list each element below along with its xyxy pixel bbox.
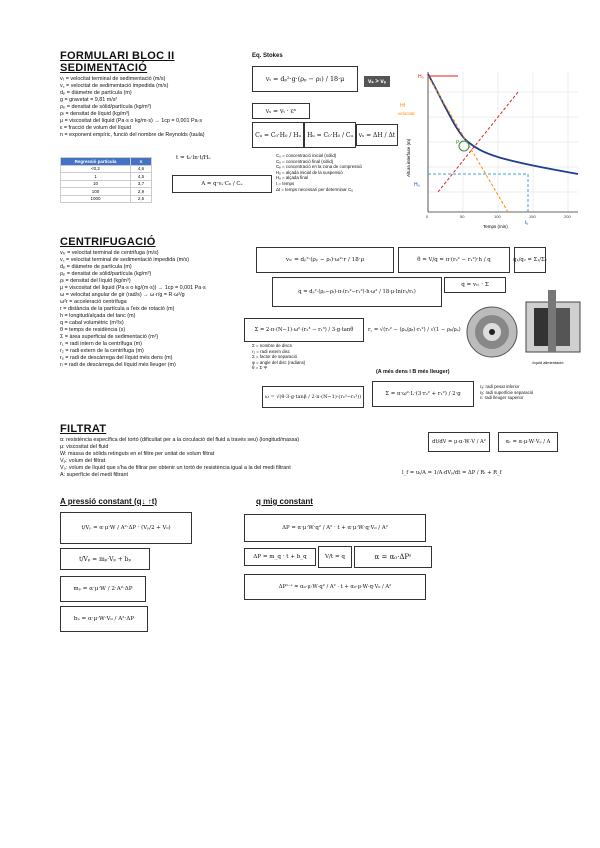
filt-def: V₀: volum de líquid que s'ha de filtrar per obtenir un tortó de resistència igual a la del medi filtrant [60, 465, 291, 471]
cent-def: ω = velocitat angular de gir (rad/s) → ω·r/g = R·ω²/g [60, 292, 185, 298]
area-formula: A = q·vₛ·C₀ / Cₑ [172, 175, 272, 193]
cent-bottom-note: rₗ: radi lleuger superior [480, 395, 524, 401]
tu-label: tᵤ [525, 220, 529, 226]
sigma-tube-formula: Σ = π·ω²·L·(3·r₂² + r₁²) / 2·g [372, 381, 474, 407]
q4-formula: α = α₀·ΔPˢ [354, 546, 432, 568]
table-row: 1000 2,5 [61, 195, 152, 203]
cent-notes [252, 343, 305, 371]
rc-formula: r꜀ = √(r₂² − (ρₐ/ρᵦ)·r₁²) / √(1 − ρᵦ/ρₐ) [368, 327, 461, 333]
stokes-label: Eq. Stokes [252, 53, 283, 59]
cent-bottom-notes [480, 384, 533, 401]
slope-label: velocitat [398, 111, 415, 116]
sed-def: n = exponent empíric, funció del nombre de Reynolds (taula) [60, 132, 205, 138]
vs-formula: vₛ = vₜ · εⁿ [252, 103, 310, 119]
cent-def: rₗ = radi de descàrrega del líquid més lleuger (m) [60, 362, 176, 368]
q1-formula: ΔP = α·μ·W·q² / A² · t + α·μ·W·q·V₀ / A² [244, 514, 426, 542]
stokes-formula: vₜ = dₚ²·g·(ρₚ − ρₗ) / 18·μ [252, 66, 358, 92]
sed-def: dₚ = diàmetre de partícula (m) [60, 90, 132, 96]
sed-right-def: Δt = temps necessari per determinar Cᵤ [276, 186, 353, 192]
cent-def: rₑ = radi de descàrrega del líquid més dens (m) [60, 355, 173, 361]
cent-def: ω²r = acceleració centrífuga [60, 299, 127, 305]
sed-right-def: Cᵤ = concentració final (sòlid) [276, 158, 334, 164]
lf-formula: l_f = uₜ/A = 1/A·dVₚ/dt = ΔP / Rₜ + R_f [402, 470, 502, 476]
sed-right-def: Hᵤ = alçada final [276, 175, 309, 181]
cent-def: q = cabal volumètric (m³/s) [60, 320, 124, 326]
hu-label: Hᵤ [414, 182, 420, 188]
centrifuge-disc-image [464, 304, 520, 360]
table-header: Regressió partícula [61, 158, 131, 166]
tube-label-feed: líquid alimentació [532, 360, 564, 365]
filt-definitions [60, 437, 299, 479]
cent-def: v꜀ = velocitat terminal de sedimentació impedida (m/s) [60, 257, 190, 263]
cent-note: r₂ = radi extern disc [252, 348, 290, 354]
x-tick: 200 [564, 214, 571, 219]
vdh-formula: vₛ = ΔH / Δt [356, 124, 398, 146]
cent-def: Σ = àrea superficial de sedimentació (m²) [60, 334, 159, 340]
sed-right-def: Cₑ = concentració en la zona de compressió [276, 164, 362, 170]
table-row: 1 4,5 [61, 173, 152, 181]
x-tick: 0 [426, 214, 429, 219]
t-formula: t = t₀·ln·t/Hᵤ [176, 155, 211, 161]
q3-formula: V/t = q [318, 546, 352, 568]
sed-right-definitions [276, 153, 362, 192]
hf-label: Hf [400, 103, 405, 109]
table-row: <0,2 4,6 [61, 165, 152, 173]
x-tick: 100 [494, 214, 501, 219]
sed-def: ρₚ = densitat de sòlid/partícula (kg/m³) [60, 104, 152, 110]
alpha-r-formula: αᵣ = α·μ·W·Vₚ / A [498, 432, 558, 452]
cent-note: φ = angle del disc (radians) [252, 359, 306, 365]
cent-bottom-note: rᵦ: radi superficie separació [480, 389, 534, 395]
cent-def: h = longitud/alçada del tanc (m) [60, 313, 136, 319]
p-label: P [456, 140, 460, 146]
table-row: 100 2,9 [61, 188, 152, 196]
x-tick: 50 [460, 214, 465, 219]
table-header: n [130, 158, 151, 166]
sed-def: ρₗ = densitat de líquid (kg/m³) [60, 111, 130, 117]
q2-formula: ΔP = m_q · t + b_q [244, 548, 316, 566]
q-sigma-formula: q = vₜᵣ · Σ [444, 277, 506, 293]
cent-note: θ = Σ·Ψ [252, 365, 268, 371]
graph-ylabel: Altura interfase (m) [406, 138, 411, 177]
sed-definitions [60, 76, 205, 139]
hu-formula: Hᵤ = C₀·H₀ / Cᵤ [304, 122, 356, 148]
a-pressio-heading: A pressió constant (q↓ ↑t) [60, 497, 158, 506]
cent-def: ρₗ = densitat del líquid (kg/m³) [60, 278, 131, 284]
graph-xlabel: Temps (min) [483, 224, 508, 229]
filt-def: A: superfície del medi filtrant [60, 472, 129, 478]
cu-formula: Cᵤ = C₀·H₀ / Hᵤ [252, 122, 304, 148]
table-row: 10 3,7 [61, 180, 152, 188]
centrifuge-tube-image [520, 288, 588, 368]
vtr-formula: vₜᵣ = dₚ²·(ρₚ − ρₗ)·ω²·r / 18·μ [256, 247, 394, 273]
settling-graph [398, 62, 588, 232]
cent-def: μ = viscositat del líquid (Pa·s o kg/(m·s)) → 1cp = 0,001 Pa·s [60, 285, 206, 291]
sed-def: ε = fracció de volum del líquid [60, 125, 131, 131]
cent-def: θ = temps de residència (s) [60, 327, 126, 333]
sed-right-def: t = temps [276, 180, 295, 186]
omega-formula: ω = √(θ·3·g·tanβ / 2·π·(N−1)·(r₂³−r₁³)) [262, 386, 364, 408]
cent-definitions [60, 250, 206, 369]
p3-formula: mₚ = α·μ·W / 2·A²·ΔP [60, 576, 146, 602]
q-mig-heading: q mig constant [256, 497, 313, 506]
cent-def: r = distància de la partícula a l'eix de rotació (m) [60, 306, 175, 312]
filt-def: α: resistència específica del tortó (dificultat per a la circulació del fluid a través seu) (longitud/massa) [60, 437, 300, 443]
theta-formula: θ = V/q = π·(r₂² − r₁²)·h / q [398, 247, 510, 273]
filt-def: W: massa de sòlids retinguts en el filtre per unitat de volum filtrat [60, 451, 215, 457]
formulari-title: FORMULARI BLOC II [60, 50, 175, 62]
p2-formula: t/Vₚ = mₚ·Vₚ + bₚ [60, 548, 150, 570]
sed-right-def: Hₒ = alçada inicial de la suspensió [276, 169, 343, 175]
sigma-disc-formula: Σ = 2·π·(N−1)·ω²·(r₂³ − r₁³) / 3·g·tanθ [244, 318, 364, 342]
cent-caption: (A més dens i B més lleuger) [376, 369, 450, 375]
filt-def: μ: viscositat del fluid [60, 444, 109, 450]
cent-def: r₂ = radi extern de la centrífuga (m) [60, 348, 144, 354]
cent-def: vₜᵣ = velocitat terminal de centrifuga (m/s) [60, 250, 159, 256]
p4-formula: bₚ = α·μ·W·V₀ / A²·ΔP [60, 606, 148, 632]
h0-label: H₀ [418, 74, 424, 80]
sed-def: g = gravetat = 9,81 m/s² [60, 97, 118, 103]
particle-table [60, 157, 152, 203]
sed-def: vₜ = velocitat terminal de sedimentació (m/s) [60, 76, 166, 82]
filtrat-heading: FILTRAT [60, 423, 107, 435]
centrifugacio-heading: CENTRIFUGACIÓ [60, 236, 156, 248]
sed-def: v꜀ = velocitat de sedimentació impedida (m/s) [60, 83, 169, 89]
dt-dv-formula: dt/dV = μ·α·W·V / A² [428, 432, 490, 452]
q-ratio-formula: q₁/q₂ = Σ₁/Σ₂ [514, 247, 546, 273]
cent-note: Σ = nombre de discs [252, 343, 292, 348]
cent-note: Σ = factor de separació [252, 354, 298, 360]
q-full-formula: q = dₚ²·(ρₚ−ρₗ)·π·(r₂²−r₁²)·h·ω² / 18·μ·ln(r₂/r₁) [272, 277, 442, 307]
cent-def: ρₚ = densitat de sòlid/partícula (kg/m³) [60, 271, 152, 277]
sed-right-def: C₀ = concentració inicial (sòlid) [276, 153, 337, 158]
sed-def: μ = viscositat del líquid (Pa·s o kg/m·s) → 1cp = 0,001 Pa·s [60, 118, 203, 124]
cent-bottom-note: rₐ: radi pesat inferior [480, 384, 520, 389]
cent-def: r₁ = radi intern de la centrífuga (m) [60, 341, 142, 347]
cent-def: dₚ = diàmetre de partícula (m) [60, 264, 132, 270]
filt-def: Vₚ: volum del filtrat [60, 458, 106, 464]
p1-formula: t/Vₚ = α·μ·W / A²·ΔP · (Vₚ/2 + V₀) [60, 512, 192, 544]
q5-formula: ΔP¹⁻ˢ = α₀·μ·W·q² / A² · t + α₀·μ·W·q·V₀ / A² [244, 574, 426, 600]
x-tick: 150 [529, 214, 536, 219]
vs-label: vₛ > vₑ [364, 76, 390, 87]
sedimentacio-heading: SEDIMENTACIÓ [60, 62, 148, 74]
